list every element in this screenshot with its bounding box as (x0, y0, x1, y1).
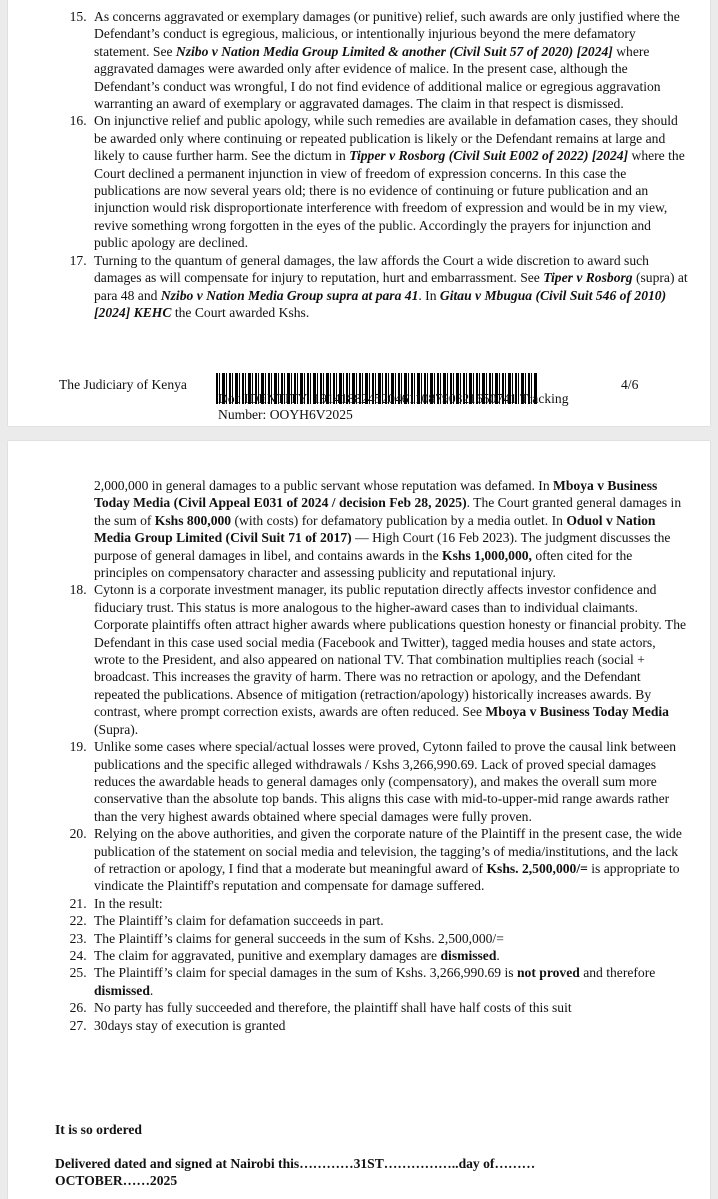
paragraph-22: 22. The Plaintiff’s claim for defamation succeeds in part. (90, 912, 688, 929)
paragraph-17-continued: 2,000,000 in general damages to a public servant whose reputation was defamed. In Mboya v Business Today Media (Civil Appeal E031 of 2024 / decision Feb 28, 2025). The Court granted general damages in the sum of Kshs 800,000 (with costs) for defamatory publication by a media outlet. In Oduol v Nation Media Group Limited (Civil Suit 71 of 2017) — High Court (16 Feb 2023). The judgment discusses the purpose of general damages in libel, and contains awards in the Kshs 1,000,000, often cited for the principles on compensatory character and assessing publicity and reputational injury. (94, 478, 682, 581)
page-5-body (8, 477, 710, 1034)
paragraph-26: 26. No party has fully succeeded and therefore, the plaintiff shall have half costs of this suit (90, 999, 688, 1016)
paragraph-20: 20. Relying on the above authorities, and given the corporate nature of the Plaintiff in the present case, the wide publication of the statement on social media and television, the tagging’s of media/institutions, and the lack of retraction or apology, I find that a moderate but meaningful award of Kshs. 2,500,000/= is appropriate to vindicate the Plaintiff's reputation and compensate for damage suffered. (90, 825, 688, 895)
award-amount: Kshs 800,000 (154, 512, 232, 528)
page-number: 4/6 (621, 377, 639, 392)
paragraph-17: 17. Turning to the quantum of general damages, the law affords the Court a wide discretion to award such damages as will compensate for injury to reputation, hurt and embarrassment. See Tiper v Rosborg (supra) at para 48 and Nzibo v Nation Media Group supra at para 41. In Gitau v Mbugua (Civil Suit 546 of 2010) [2024] KEHC the Court awarded Kshs. (90, 252, 688, 322)
judgment-page-5 (8, 441, 710, 1199)
case-citation: Tiper v Rosborg (543, 270, 633, 286)
paragraph-24: 24. The claim for aggravated, punitive and exemplary damages are dismissed. (90, 947, 688, 964)
case-citation: Mboya v Business Today Media (Civil Appeal E031 of 2024 / decision Feb 28, 2025) (94, 478, 658, 511)
page-4-body (8, 8, 710, 321)
order-statement: It is so ordered (55, 1122, 142, 1137)
paragraph-21: 21. In the result: (90, 895, 688, 912)
case-citation: Nzibo v Nation Media Group Limited & another (Civil Suit 57 of 2020) [2024] (175, 43, 613, 59)
paragraph-25: 25. The Plaintiff’s claim for special damages in the sum of Kshs. 3,266,990.69 is not proved and therefore dismissed. (90, 964, 688, 999)
case-citation: Mboya v Business Today Media (485, 704, 669, 720)
delivery-statement: Delivered dated and signed at Nairobi this…………31ST……………..day of………OCTOBER……2025 (55, 1156, 536, 1189)
page-footer (8, 373, 710, 423)
award-amount: Kshs 1,000,000, (442, 547, 532, 563)
case-citation: Tipper v Rosborg (Civil Suit E002 of 2022) [2024] (349, 148, 629, 164)
case-citation: Nzibo v Nation Media Group supra at para 41 (160, 287, 419, 303)
paragraph-18: 18. Cytonn is a corporate investment manager, its public reputation directly affects investor confidence and fiduciary trust. This status is more analogous to the higher-award cases than to individual claimants. Corporate plaintiffs often attract higher awards where publications question honesty or financial probity. The Defendant in this case used social media (Facebook and Twitter), tagged media houses and state actors, wrote to the President, and also appeared on national TV. That combination multiplies reach (social + broadcast. This increases the gravity of harm. There was no retraction or apology, and the Defendant repeated the publications. Absence of mitigation (retraction/apology) historically increases awards. By contrast, where prompt correction exists, awards are often reduced. See Mboya v Business Today Media (Supra). (90, 581, 688, 738)
case-citation: Oduol v Nation Media Group Limited (Civil Suit 71 of 2017) (94, 512, 656, 546)
paragraph-23: 23. The Plaintiff’s claims for general succeeds in the sum of Kshs. 2,500,000/= (90, 930, 688, 947)
paragraph-list (8, 581, 710, 1034)
judgment-page-4 (8, 0, 710, 426)
paragraph-15: 15. As concerns aggravated or exemplary damages (or punitive) relief, such awards are only justified where the Defendant’s conduct is egregious, malicious, or intentionally injurious beyond the mere defamatory statement. See Nzibo v Nation Media Group Limited & another (Civil Suit 57 of 2020) [2024] where aggravated damages were awarded only after evidence of malice. In the present case, although the Defendant’s conduct was wrongful, I do not find evidence of additional malice or egregious aggravation warranting an award of exemplary or aggravated damages. The claim in that respect is dismissed. (90, 8, 688, 112)
court-name: The Judiciary of Kenya (59, 377, 187, 392)
paragraph-list (8, 8, 710, 321)
paragraph-27: 27. 30days stay of execution is granted (90, 1017, 688, 1034)
award-amount: Kshs. 2,500,000/= (486, 860, 588, 876)
paragraph-16: 16. On injunctive relief and public apology, while such remedies are available in defamation cases, they should be awarded only where continuing or repeated publication is likely or the Defendant remains at large and likely to cause further harm. See the dictum in Tipper v Rosborg (Civil Suit E002 of 2022) [2024] where the Court declined a permanent injunction in view of freedom of expression concerns. In this case the publications are now several years old; there is no evidence of continuing or future publication and an injunction would risk disproportionate interference with freedom of expression and would be in my view, revive something wrong forgotten in the eyes of the public. Accordingly the prayers for injunction and public apology are declined. (90, 112, 688, 251)
paragraph-19: 19. Unlike some cases where special/actual losses were proved, Cytonn failed to prove the causal link between publications and the specific alleged withdrawals / Kshs 3,266,990.69. Lack of proved special damages reduces the awardable heads to general damages only (compensatory), and makes the overall sum more conservative than the absolute top bands. This aligns this case with mid-to-upper-mid range awards rather than the very highest awards obtained where special damages were fully proven. (90, 738, 688, 825)
case-citation: Gitau v Mbugua (Civil Suit 546 of 2010) [2024] KEHC (94, 287, 667, 320)
doc-identity: Doc IDENTITY: 191418824520461108790321650741 Tracking Number: OOYH6V2025 (218, 391, 569, 422)
